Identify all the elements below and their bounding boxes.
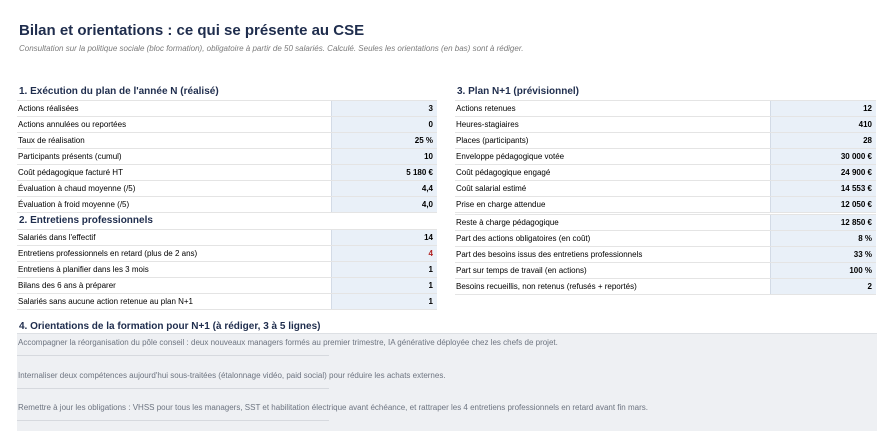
- table-row: [17, 165, 437, 181]
- row-label: Part des besoins issus des entretiens professionnels: [456, 250, 643, 259]
- section-3-title: 3. Plan N+1 (prévisionnel): [457, 86, 579, 97]
- value-cell[interactable]: 24 900 €: [770, 165, 876, 180]
- row-label: Prise en charge attendue: [456, 200, 546, 209]
- plan-table: [455, 100, 876, 213]
- row-label: Enveloppe pédagogique votée: [456, 152, 565, 161]
- section-2-title: 2. Entretiens professionnels: [19, 215, 153, 226]
- plan-ratios-table: [455, 214, 876, 295]
- table-row: [17, 246, 437, 262]
- row-label: Reste à charge pédagogique: [456, 218, 559, 227]
- row-label: Part sur temps de travail (en actions): [456, 266, 587, 275]
- table-row: [17, 133, 437, 149]
- table-row: [455, 101, 876, 117]
- execution-table: [17, 100, 437, 213]
- value-cell[interactable]: 410: [770, 117, 876, 132]
- row-label: Coût pédagogique facturé HT: [18, 168, 123, 177]
- value-cell[interactable]: 12 850 €: [770, 215, 876, 230]
- value-cell[interactable]: 12 050 €: [770, 197, 876, 212]
- table-row: [455, 215, 876, 231]
- row-label: Évaluation à froid moyenne (/5): [18, 200, 130, 209]
- value-cell[interactable]: 10: [331, 149, 437, 164]
- table-row: [17, 181, 437, 197]
- page-subtitle: Consultation sur la politique sociale (bloc formation), obligatoire à partir de 50 salariés. Calculé. Seules les orientations (en bas) sont à rédiger.: [19, 44, 524, 53]
- table-row: [17, 101, 437, 117]
- table-row: [455, 117, 876, 133]
- value-cell[interactable]: 1: [331, 262, 437, 277]
- interviews-table: [17, 229, 437, 310]
- value-cell[interactable]: 14 553 €: [770, 181, 876, 196]
- section-1-title: 1. Exécution du plan de l'année N (réalisé): [19, 86, 219, 97]
- table-row: [17, 262, 437, 278]
- table-row: [17, 117, 437, 133]
- table-row: [455, 263, 876, 279]
- row-label: Actions réalisées: [18, 104, 79, 113]
- divider: [17, 355, 329, 356]
- row-label: Heures-stagiaires: [456, 120, 519, 129]
- page-title: Bilan et orientations : ce qui se présente au CSE: [19, 22, 365, 39]
- row-label: Entretiens professionnels en retard (plus de 2 ans): [18, 249, 198, 258]
- table-row: [455, 133, 876, 149]
- table-row: [455, 181, 876, 197]
- table-row: [455, 165, 876, 181]
- row-label: Places (participants): [456, 136, 529, 145]
- row-label: Besoins recueillis, non retenus (refusés + reportés): [456, 282, 637, 291]
- orientation-line[interactable]: Remettre à jour les obligations : VHSS pour tous les managers, SST et habilitation électrique avant échéance, et rattraper les 4 entretiens professionnels en retard avant fin mars.: [18, 403, 648, 412]
- row-label: Entretiens à planifier dans les 3 mois: [18, 265, 149, 274]
- value-cell[interactable]: 0: [331, 117, 437, 132]
- row-label: Salariés dans l'effectif: [18, 233, 96, 242]
- orientations-text-area[interactable]: [17, 333, 877, 431]
- table-row: [17, 197, 437, 213]
- row-label: Participants présents (cumul): [18, 152, 122, 161]
- row-label: Part des actions obligatoires (en coût): [456, 234, 591, 243]
- divider: [17, 420, 329, 421]
- table-row: [455, 197, 876, 213]
- row-label: Coût pédagogique engagé: [456, 168, 551, 177]
- table-row: [17, 278, 437, 294]
- divider: [17, 388, 329, 389]
- value-cell[interactable]: 33 %: [770, 247, 876, 262]
- table-row: [455, 279, 876, 295]
- table-row: [455, 149, 876, 165]
- row-label: Évaluation à chaud moyenne (/5): [18, 184, 136, 193]
- row-label: Salariés sans aucune action retenue au plan N+1: [18, 297, 194, 306]
- row-label: Bilans des 6 ans à préparer: [18, 281, 116, 290]
- row-label: Actions retenues: [456, 104, 516, 113]
- value-cell[interactable]: 4,4: [331, 181, 437, 196]
- value-cell[interactable]: 8 %: [770, 231, 876, 246]
- value-cell[interactable]: 14: [331, 230, 437, 245]
- value-cell[interactable]: 25 %: [331, 133, 437, 148]
- value-cell[interactable]: 2: [770, 279, 876, 294]
- orientation-line[interactable]: Accompagner la réorganisation du pôle conseil : deux nouveaux managers formés au premier trimestre, IA générative déployée chez les chefs de projet.: [18, 338, 558, 347]
- table-row: [17, 230, 437, 246]
- orientation-line[interactable]: Internaliser deux compétences aujourd'hui sous-traitées (étalonnage vidéo, paid social) pour réduire les achats externes.: [18, 371, 446, 380]
- table-row: [17, 294, 437, 310]
- value-cell[interactable]: 1: [331, 278, 437, 293]
- table-row: [17, 149, 437, 165]
- value-cell[interactable]: 5 180 €: [331, 165, 437, 180]
- value-cell[interactable]: 4,0: [331, 197, 437, 212]
- value-cell[interactable]: 28: [770, 133, 876, 148]
- row-label: Coût salarial estimé: [456, 184, 527, 193]
- value-cell[interactable]: 100 %: [770, 263, 876, 278]
- row-label: Taux de réalisation: [18, 136, 85, 145]
- value-cell[interactable]: 1: [331, 294, 437, 309]
- row-label: Actions annulées ou reportées: [18, 120, 127, 129]
- value-cell[interactable]: 3: [331, 101, 437, 116]
- table-row: [455, 247, 876, 263]
- section-4-title: 4. Orientations de la formation pour N+1 (à rédiger, 3 à 5 lignes): [19, 321, 321, 332]
- table-row: [455, 231, 876, 247]
- value-cell[interactable]: 12: [770, 101, 876, 116]
- value-cell-alert[interactable]: 4: [331, 246, 437, 261]
- value-cell[interactable]: 30 000 €: [770, 149, 876, 164]
